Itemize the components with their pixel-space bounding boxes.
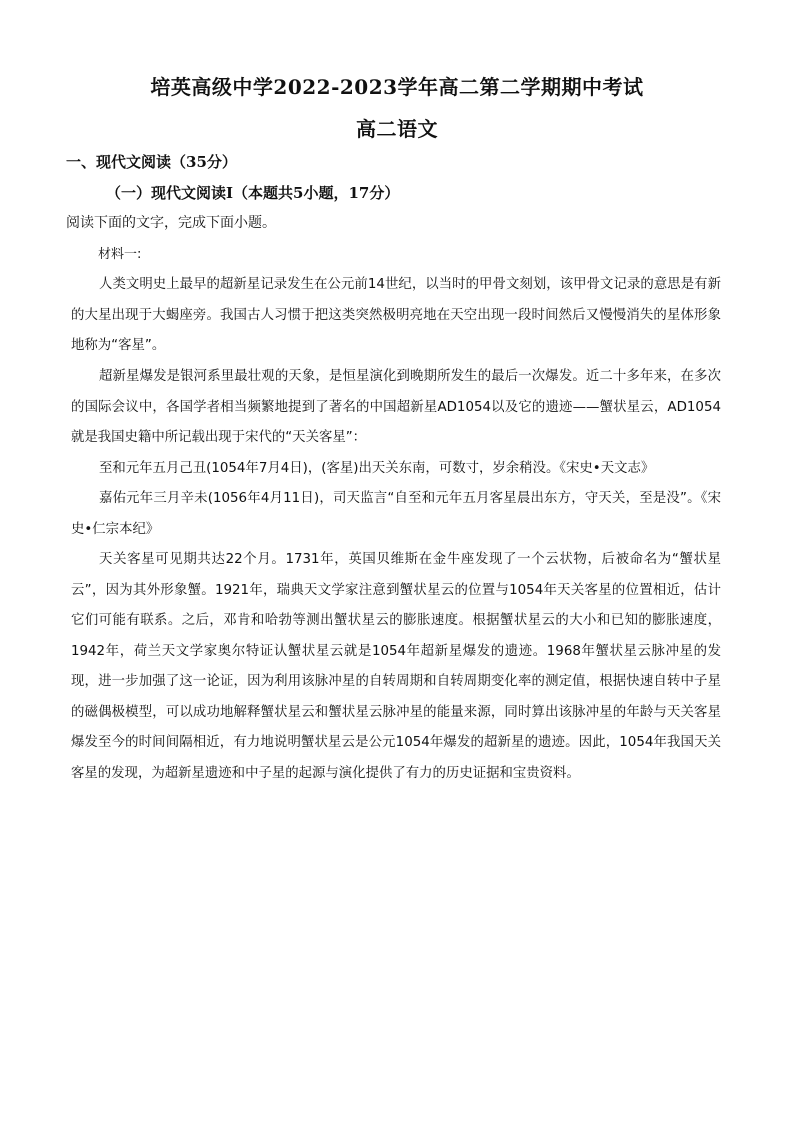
exam-title: 培英高级中学2022-2023学年高二第二学期期中考试: [150, 75, 644, 99]
exam-subject: 高二语文: [356, 117, 438, 141]
section-heading: 一、现代文阅读（35分）: [66, 153, 237, 171]
material-label: 材料一:: [98, 247, 142, 262]
paragraph-1: 人类文明史上最早的超新星记录发生在公元前14世纪，以当时的甲骨文刻划，该甲骨文记录的意思是有新的大星出现于大蝎座旁。我国古人习惯于把这类突然极明亮地在天空出现一段时间然后又慢慢消失的星体形象地称为“客星”。: [71, 277, 721, 353]
paragraph-2: 超新星爆发是银河系里最壮观的天象，是恒星演化到晚期所发生的最后一次爆发。近二十多年来，在多次的国际会议中，各国学者相当频繁地提到了著名的中国超新星AD1054以及它的遗迹——蟹状星云，AD1054就是我国史籍中所记载出现于宋代的“天关客星”：: [71, 369, 721, 445]
paragraph-3: 至和元年五月己丑(1054年7月4日)，(客星)出天关东南，可数寸，岁余稍没。《宋史•天文志》: [99, 461, 655, 476]
instruction-text: 阅读下面的文字，完成下面小题。: [66, 215, 276, 231]
paragraph-4: 嘉佑元年三月辛未(1056年4月11日)，司天监言“自至和元年五月客星晨出东方，守天关，至是没”。《宋史•仁宗本纪》: [71, 491, 721, 537]
paragraph-5: 天关客星可见期共达22个月。1731年，英国贝维斯在金牛座发现了一个云状物，后被命名为“蟹状星云”，因为其外形象蟹。1921年，瑞典天文学家注意到蟹状星云的位置与1054年天关客星的位置相近，估计它们可能有联系。之后，邓肯和哈勃等测出蟹状星云的膨胀速度。根据蟹状星云的大小和已知的膨胀速度，1942年，荷兰天文学家奥尔特证认蟹状星云就是1054年超新星爆发的遗迹。1968年蟹状星云脉冲星的发现，进一步加强了这一论证，因为利用该脉冲星的自转周期和自转周期变化率的测定值，根据快速自转中子星的磁偶极模型，可以成功地解释蟹状星云和蟹状星云脉冲星的能量来源，同时算出该脉冲星的年龄与天关客星爆发至今的时间间隔相近，有力地说明蟹状星云是公元1054年爆发的超新星的遗迹。因此，1054年我国天关客星的发现，为超新星遗迹和中子星的起源与演化提供了有力的历史证据和宝贵资料。: [71, 552, 721, 781]
part-heading: （一）现代文阅读Ⅰ（本题共5小题，17分）: [106, 184, 400, 202]
